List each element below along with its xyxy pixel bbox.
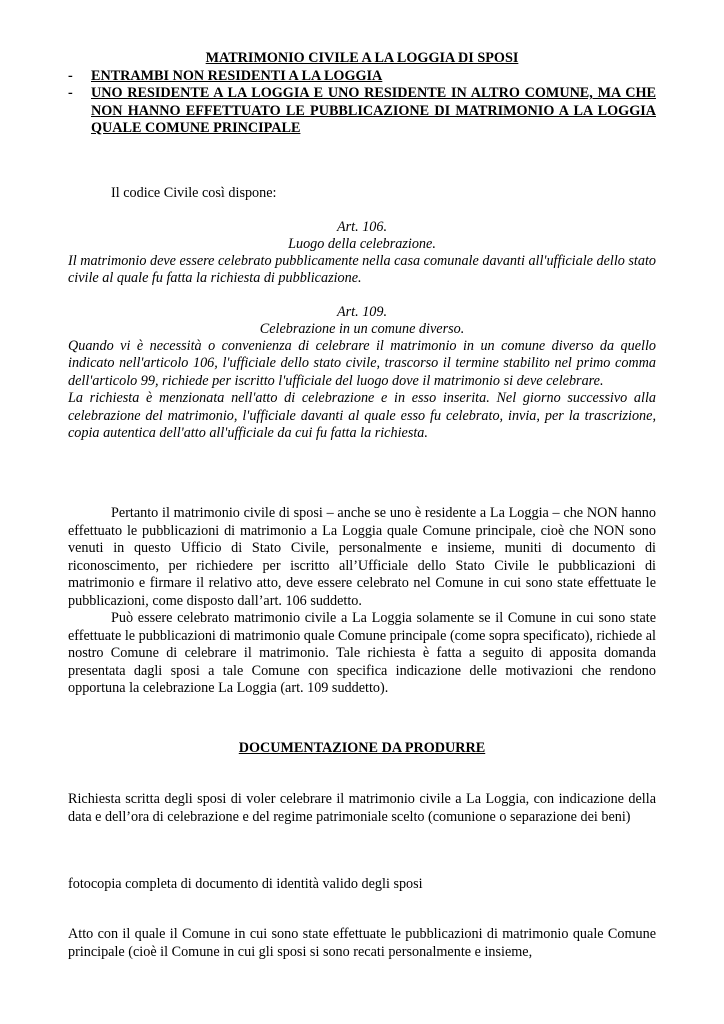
- documentation-heading: DOCUMENTAZIONE DA PRODURRE: [238, 740, 486, 756]
- document-title: MATRIMONIO CIVILE A LA LOGGIA DI SPOSI: [205, 50, 519, 66]
- documentation-item-1: [68, 791, 656, 826]
- body-paragraph-2: Può essere celebrato matrimonio civile a La Loggia solamente se il Comune in cui sono state effettuate le pubblicazioni di matrimonio quale Comune principale (come sopra specificato), richiede al nostro Comune di celebrare il matrimonio. Tale richiesta è fatta a seguito di apposita domanda presentata dagli sposi a tale Comune con specifica indicazione delle motivazioni che rendono opportuna la celebrazione La Loggia (art. 109 suddetto).: [68, 610, 656, 696]
- art106-heading: Luogo della celebrazione.: [288, 236, 436, 252]
- art109-paragraph-2: La richiesta è menzionata nell'atto di celebrazione e in esso inserita. Nel giorno successivo alla celebrazione del matrimonio, l'ufficiale davanti al quale esso fu celebrato, invia, per la trascrizione, copia autentica dell'atto all'ufficiale da cui fu fatta la richiesta.: [68, 390, 656, 442]
- art106-paragraph: Il matrimonio deve essere celebrato pubblicamente nella casa comunale davanti all'ufficiale dello stato civile al quale fu fatta la richiesta di pubblicazione.: [68, 253, 657, 287]
- condition-item: [68, 68, 656, 85]
- condition-text: ENTRAMBI NON RESIDENTI A LA LOGGIA: [91, 68, 383, 84]
- documentation-item-text: Richiesta scritta degli sposi di voler celebrare il matrimonio civile a La Loggia, con indicazione della data e dell’ora di celebrazione e del regime patrimoniale scelto (comunione o separazione dei beni): [68, 791, 656, 825]
- documentation-item-text: Atto con il quale il Comune in cui sono state effettuate le pubblicazioni di matrimonio quale Comune principale (cioè il Comune in cui gli sposi si sono recati personalmente e insieme,: [68, 926, 656, 960]
- art109-text: [68, 338, 656, 442]
- documentation-item-3: [68, 926, 656, 961]
- art106-text: [68, 253, 656, 288]
- condition-item: [68, 85, 656, 137]
- art106-number: Art. 106.: [336, 219, 388, 235]
- conditions-list: [68, 68, 656, 137]
- intro-text: Il codice Civile così dispone:: [111, 185, 277, 201]
- body-paragraph-1: Pertanto il matrimonio civile di sposi – anche se uno è residente a La Loggia – che NON hanno effettuato le pubblicazioni di matrimonio a La Loggia quale Comune principale, cioè che NON sono venuti in questo Ufficio di Stato Civile, personalmente e insieme, muniti di documento di riconoscimento, per richiedere per iscritto all’Ufficiale dello Stato Civile le pubblicazioni di matrimonio e firmare il relativo atto, deve essere celebrato nel Comune in cui sono state effettuate le pubblicazioni, come disposto dall’art. 106 suddetto.: [68, 505, 656, 609]
- art109-number: Art. 109.: [336, 304, 388, 320]
- list-dash: -: [68, 85, 73, 102]
- condition-text: UNO RESIDENTE A LA LOGGIA E UNO RESIDENTE IN ALTRO COMUNE, MA CHE NON HANNO EFFETTUATO LE PUBBLICAZIONE DI MATRIMONIO A LA LOGGIA QUALE COMUNE PRINCIPALE: [91, 85, 656, 136]
- documentation-item-2: [68, 876, 656, 894]
- art109-paragraph-1: Quando vi è necessità o convenienza di celebrare il matrimonio in un comune diverso da quello indicato nell'articolo 106, l'ufficiale dello stato civile, trascorso il termine stabilito nel primo comma dell'articolo 99, richiede per iscritto l'ufficiale del luogo dove il matrimonio si deve celebrare.: [68, 338, 656, 389]
- documentation-item-text: fotocopia completa di documento di identità valido degli sposi: [68, 876, 423, 892]
- list-dash: -: [68, 68, 73, 84]
- art109-heading: Celebrazione in un comune diverso.: [259, 321, 465, 337]
- body-text: [68, 505, 656, 698]
